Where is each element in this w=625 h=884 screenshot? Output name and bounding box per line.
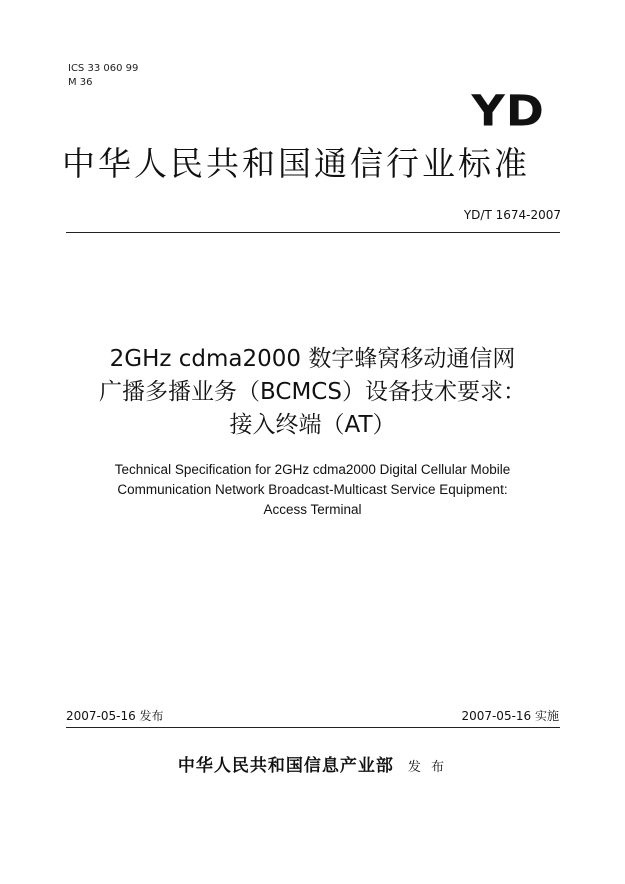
issue-word: 发 布 xyxy=(407,760,448,775)
category-code: M 36 xyxy=(68,77,93,88)
chinese-title-line-3: 接入终端（AT） xyxy=(229,412,396,438)
ics-code: ICS 33 060 99 xyxy=(68,63,139,74)
classification-codes xyxy=(68,62,138,90)
top-divider xyxy=(66,232,560,233)
issuer-name: 中华人民共和国信息产业部 xyxy=(177,756,394,776)
chinese-title-line-2: 广播多播业务（BCMCS）设备技术要求： xyxy=(99,379,526,405)
issuing-authority xyxy=(0,751,625,776)
english-title-line-3: Access Terminal xyxy=(263,502,362,517)
chinese-title xyxy=(0,343,625,442)
english-title-line-2: Communication Network Broadcast-Multicast Service Equipment: xyxy=(117,482,508,497)
english-title-line-1: Technical Specification for 2GHz cdma2000 Digital Cellular Mobile xyxy=(114,462,511,477)
yd-logo: YD xyxy=(471,86,545,136)
bottom-divider xyxy=(66,727,560,728)
chinese-title-line-1: 2GHz cdma2000 数字蜂窝移动通信网 xyxy=(109,346,516,372)
english-title xyxy=(0,460,625,520)
issue-date: 2007-05-16 发布 xyxy=(66,709,164,723)
implementation-date: 2007-05-16 实施 xyxy=(461,709,559,723)
standard-type-title: 中华人民共和国通信行业标准 xyxy=(62,144,530,183)
standard-number: YD/T 1674-2007 xyxy=(463,208,561,222)
